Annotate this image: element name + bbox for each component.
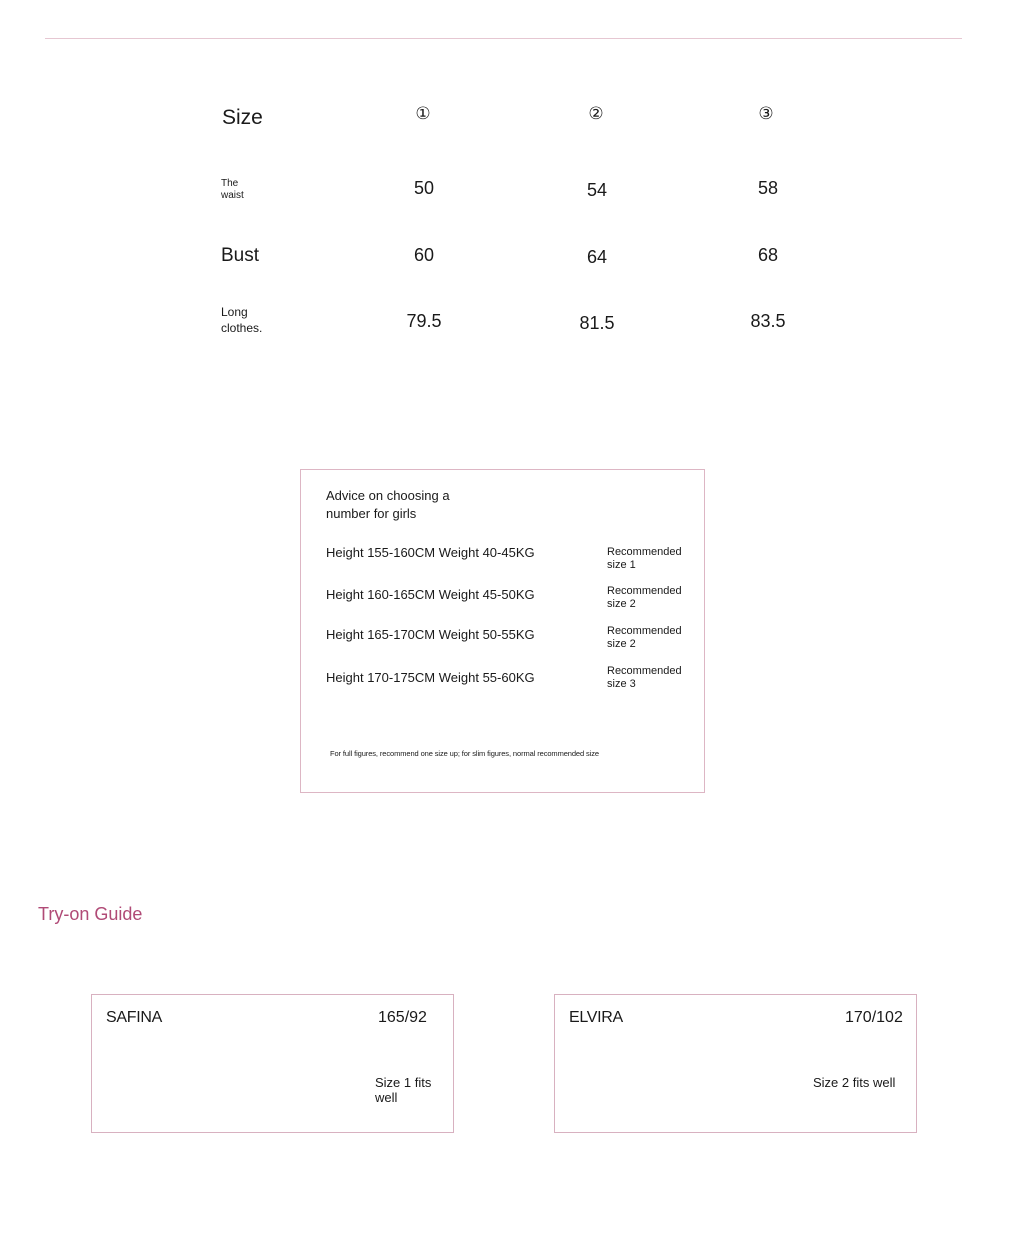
bust-size-2: 64 bbox=[586, 247, 608, 267]
advice-note: For full figures, recommend one size up; for slim figures, normal recommended size bbox=[330, 749, 599, 758]
model-measurement: 170/102 bbox=[845, 1009, 903, 1026]
length-label: Long clothes. bbox=[221, 305, 263, 335]
model-fit-note: Size 1 fits well bbox=[375, 1075, 432, 1105]
waist-label: The waist bbox=[221, 178, 244, 201]
size-header-label: Size bbox=[222, 106, 263, 129]
model-name: SAFINA bbox=[106, 1009, 162, 1026]
size-1-header: ① bbox=[415, 104, 431, 124]
length-size-3: 83.5 bbox=[750, 311, 786, 331]
advice-range-2: Height 160-165CM Weight 45-50KG bbox=[326, 587, 535, 602]
advice-range-1: Height 155-160CM Weight 40-45KG bbox=[326, 545, 535, 560]
waist-size-2: 54 bbox=[586, 180, 608, 200]
advice-box bbox=[300, 469, 705, 793]
advice-rec-1: Recommended size 1 bbox=[607, 546, 682, 571]
advice-rec-3: Recommended size 2 bbox=[607, 625, 682, 650]
model-card-elvira bbox=[554, 994, 917, 1133]
advice-range-3: Height 165-170CM Weight 50-55KG bbox=[326, 627, 535, 642]
advice-title: Advice on choosing a number for girls bbox=[326, 488, 450, 521]
waist-size-1: 50 bbox=[413, 178, 435, 198]
model-fit-note: Size 2 fits well bbox=[813, 1075, 896, 1090]
length-size-2: 81.5 bbox=[579, 313, 615, 333]
model-card-safina bbox=[91, 994, 454, 1133]
bust-label: Bust bbox=[221, 245, 260, 266]
size-2-header: ② bbox=[588, 104, 604, 124]
waist-size-3: 58 bbox=[757, 178, 779, 198]
bust-size-3: 68 bbox=[757, 245, 779, 265]
length-size-1: 79.5 bbox=[406, 311, 442, 331]
size-3-header: ③ bbox=[758, 104, 774, 124]
advice-range-4: Height 170-175CM Weight 55-60KG bbox=[326, 670, 535, 685]
advice-rec-4: Recommended size 3 bbox=[607, 665, 682, 690]
advice-rec-2: Recommended size 2 bbox=[607, 585, 682, 610]
model-measurement: 165/92 bbox=[378, 1009, 427, 1026]
top-divider bbox=[45, 38, 962, 39]
bust-size-1: 60 bbox=[413, 245, 435, 265]
tryon-guide-title: Try-on Guide bbox=[38, 904, 143, 924]
model-name: ELVIRA bbox=[569, 1009, 623, 1026]
